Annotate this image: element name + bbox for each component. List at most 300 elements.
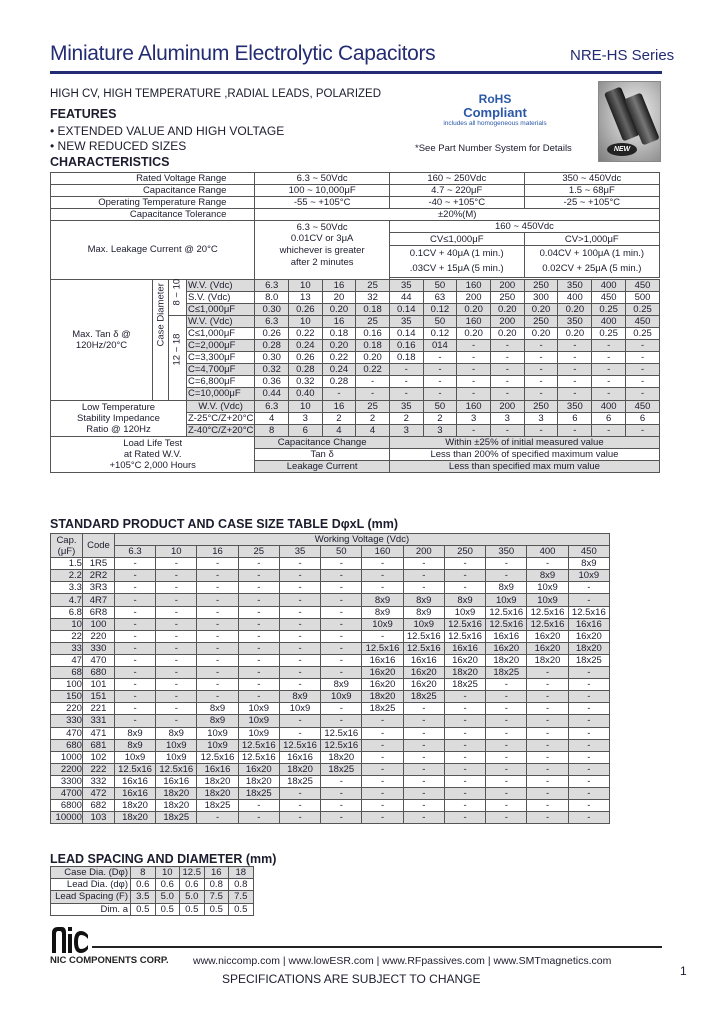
table-cell: 10: [51, 618, 83, 630]
table-cell: 7.5: [229, 891, 254, 903]
table-cell: 4.7: [51, 594, 83, 606]
table-cell: 8x9: [527, 570, 568, 582]
table-row: [51, 679, 610, 691]
table-cell: -: [197, 582, 238, 594]
table-cell: -: [490, 340, 524, 352]
table-cell: -: [592, 364, 626, 376]
table-cell: 0.16: [389, 340, 423, 352]
table-cell: 10x9: [362, 618, 403, 630]
table-cell: -: [568, 703, 609, 715]
table-cell: 0.25: [626, 327, 660, 339]
table-cell: 400: [592, 400, 626, 412]
table-cell: 12.5x16: [486, 606, 527, 618]
table-cell: 10x9: [321, 691, 362, 703]
table-cell: 16: [197, 546, 238, 558]
table-cell: 160: [362, 546, 403, 558]
cap-header-text: Cap.: [56, 534, 77, 546]
table-cell: 16x16: [114, 775, 155, 787]
table-cell: W.V. (Vdc): [186, 400, 254, 412]
table-cell: 0.5: [131, 903, 156, 915]
table-cell: 33: [51, 642, 83, 654]
table-cell: -: [156, 630, 197, 642]
table-cell: 8x9: [114, 727, 155, 739]
table-cell: -: [362, 812, 403, 824]
table-cell: -: [321, 630, 362, 642]
table-cell: -: [626, 340, 660, 352]
table-cell: -: [197, 667, 238, 679]
table-cell: 682: [82, 800, 114, 812]
table-cell: -: [486, 570, 527, 582]
table-cell: -: [444, 763, 485, 775]
table-cell: -: [197, 654, 238, 666]
table-cell: -: [114, 606, 155, 618]
table-cell: 6: [558, 412, 592, 424]
table-cell: -: [279, 654, 320, 666]
table-cell: 350: [558, 315, 592, 327]
table-cell: -: [524, 388, 558, 400]
table-cell: -: [362, 787, 403, 799]
table-cell: -: [524, 352, 558, 364]
page-title: Miniature Aluminum Electrolytic Capacitors: [50, 42, 436, 65]
table-cell: 16x20: [362, 679, 403, 691]
table-cell: 350: [558, 400, 592, 412]
standard-product-table: [50, 533, 610, 824]
table-cell: 8x9: [197, 715, 238, 727]
table-cell: -: [444, 715, 485, 727]
table-row: [51, 667, 610, 679]
table-cell: 12.5x16: [197, 751, 238, 763]
table-cell: Less than specified max mum value: [389, 460, 659, 472]
table-cell: 18x25: [238, 787, 279, 799]
table-cell: -: [197, 691, 238, 703]
table-cell: C≤1,000μF: [186, 327, 254, 339]
table-cell: -: [279, 679, 320, 691]
table-cell: 0.26: [289, 303, 323, 315]
table-cell: -: [486, 703, 527, 715]
table-cell: 18x25: [403, 691, 444, 703]
table-cell: 16x20: [444, 654, 485, 666]
table-row: [51, 618, 610, 630]
table-cell: C=6,800μF: [186, 376, 254, 388]
table-cell: -: [403, 812, 444, 824]
table-cell: -: [592, 376, 626, 388]
table-cell: 35: [389, 400, 423, 412]
cap-header-text: (μF): [57, 545, 76, 557]
table-cell: 16x16: [568, 618, 609, 630]
table-cell: 16x16: [279, 751, 320, 763]
table-cell: 44: [389, 291, 423, 303]
table-cell: 0.20: [457, 303, 491, 315]
table-cell: -: [114, 594, 155, 606]
table-cell: -: [114, 654, 155, 666]
table-cell: -: [356, 388, 390, 400]
table-cell: 0.02CV + 25μA (5 min.): [524, 261, 659, 277]
table-cell: 12.5x16: [403, 630, 444, 642]
table-cell: 12.5: [180, 867, 205, 879]
table-cell: 12.5x16: [568, 606, 609, 618]
table-cell: 68: [51, 667, 83, 679]
table-cell: 8x9: [362, 594, 403, 606]
table-cell: 332: [82, 775, 114, 787]
table-cell: 50: [423, 315, 457, 327]
table-cell: 10x9: [527, 594, 568, 606]
table-cell: 350: [486, 546, 527, 558]
table-cell: -: [527, 679, 568, 691]
table-cell: 12.5x16: [114, 763, 155, 775]
table-cell: -: [524, 424, 558, 436]
table-cell: -: [486, 800, 527, 812]
header-rule: [50, 71, 662, 74]
leakage-text: after 2 minutes: [290, 256, 354, 268]
table-cell: -: [321, 642, 362, 654]
table-cell: -: [568, 582, 609, 594]
table-cell: 18x20: [156, 800, 197, 812]
table-cell: 3: [457, 412, 491, 424]
table-cell: -: [568, 751, 609, 763]
table-cell: -: [362, 630, 403, 642]
table-row: [51, 739, 610, 751]
table-cell: 6R8: [82, 606, 114, 618]
table-cell: -: [486, 715, 527, 727]
table-cell: 18x20: [279, 763, 320, 775]
table-cell: -: [444, 751, 485, 763]
table-row: [51, 800, 610, 812]
table-cell: -: [197, 570, 238, 582]
table-cell: -: [321, 667, 362, 679]
table-cell: -: [279, 570, 320, 582]
table-cell: -: [457, 364, 491, 376]
leakage-label: [51, 221, 255, 279]
table-cell: -: [444, 558, 485, 570]
table-cell: -: [156, 618, 197, 630]
table-cell: 0.1CV + 40μA (1 min.): [389, 245, 524, 261]
table-cell: -: [238, 691, 279, 703]
table-cell: 12.5x16: [238, 739, 279, 751]
table-cell: -: [197, 630, 238, 642]
table-cell: -: [114, 618, 155, 630]
capacitor-photo: [598, 81, 661, 162]
table-cell: -: [238, 582, 279, 594]
table-cell: -: [568, 739, 609, 751]
table-cell: 100: [51, 679, 83, 691]
table-row: [51, 534, 610, 546]
table-cell: Capacitance Tolerance: [51, 209, 255, 221]
table-row: [51, 209, 660, 221]
table-cell: Operating Temperature Range: [51, 197, 255, 209]
table-cell: -: [444, 727, 485, 739]
table-cell: -: [568, 763, 609, 775]
table-cell: 12.5x16: [279, 739, 320, 751]
table-cell: 350 ~ 450Vdc: [524, 173, 659, 185]
subtitle: HIGH CV, HIGH TEMPERATURE ,RADIAL LEADS, POLARIZED: [50, 88, 382, 100]
table-row: [51, 703, 610, 715]
table-cell: -: [279, 642, 320, 654]
table-cell: -: [486, 679, 527, 691]
table-cell: -: [114, 582, 155, 594]
table-cell: -: [238, 800, 279, 812]
lead-spacing-table: [50, 866, 254, 916]
table-cell: 35: [389, 315, 423, 327]
table-cell: -: [238, 667, 279, 679]
table-cell: Rated Voltage Range: [51, 173, 255, 185]
table-cell: -: [279, 715, 320, 727]
table-cell: -: [457, 340, 491, 352]
low-temp-text: Ratio @ 120Hz: [86, 423, 151, 435]
table-cell: CV≤1,000μF: [389, 233, 524, 245]
table-row: [51, 400, 660, 412]
table-cell: 18x25: [362, 703, 403, 715]
characteristics-heading: CHARACTERISTICS: [50, 155, 170, 169]
table-cell: -: [114, 715, 155, 727]
table-cell: 4: [322, 424, 356, 436]
page-number: 1: [680, 964, 687, 978]
table-cell: 16x16: [114, 787, 155, 799]
table-cell: -: [403, 751, 444, 763]
table-cell: 16x20: [238, 763, 279, 775]
table-cell: Capacitance Range: [51, 185, 255, 197]
table-cell: -: [558, 424, 592, 436]
diameter-range-label: 8 ~ 10: [171, 278, 183, 306]
table-cell: -: [626, 364, 660, 376]
table-cell: 18x25: [486, 667, 527, 679]
table-cell: -: [524, 364, 558, 376]
table-cell: 12.5x16: [321, 727, 362, 739]
table-cell: 0.30: [255, 303, 289, 315]
table-cell: 0.25: [592, 327, 626, 339]
table-row: [51, 185, 660, 197]
load-life-text: +105°C 2,000 Hours: [109, 459, 196, 471]
table-cell: 3.3: [51, 582, 83, 594]
table-cell: 3R3: [82, 582, 114, 594]
table-cell: -: [444, 800, 485, 812]
table-cell: 5.0: [155, 891, 180, 903]
footer-rule: [92, 946, 662, 948]
load-life-text: Load Life Test: [123, 437, 183, 449]
table-cell: 16x16: [156, 775, 197, 787]
rohs-line1: RoHS: [478, 92, 512, 106]
table-cell: 6: [289, 424, 323, 436]
table-cell: Case Dia. (Dφ): [51, 867, 131, 879]
table-cell: 18x20: [156, 787, 197, 799]
table-cell: 0.12: [423, 303, 457, 315]
table-cell: 12.5x16: [444, 630, 485, 642]
table-cell: -: [114, 703, 155, 715]
table-cell: 0.6: [131, 879, 156, 891]
table-cell: S.V. (Vdc): [186, 291, 254, 303]
table-cell: 680: [82, 667, 114, 679]
table-cell: -: [444, 787, 485, 799]
table-cell: 102: [82, 751, 114, 763]
table-cell: 18x25: [279, 775, 320, 787]
table-cell: -: [457, 376, 491, 388]
table-cell: 0.6: [155, 879, 180, 891]
table-cell: -: [568, 679, 609, 691]
table-cell: 3: [524, 412, 558, 424]
table-cell: 8x9: [444, 594, 485, 606]
table-cell: 18x25: [568, 654, 609, 666]
table-cell: 50: [321, 546, 362, 558]
table-cell: -: [156, 582, 197, 594]
table-cell: -: [403, 558, 444, 570]
table-cell: -: [238, 812, 279, 824]
load-life-text: at Rated W.V.: [123, 448, 182, 460]
low-temp-text: Stability Impedance: [77, 412, 160, 424]
case-diameter-label: Case Diameter: [155, 283, 167, 347]
table-cell: 100 ~ 10,000μF: [255, 185, 390, 197]
table-cell: -: [403, 775, 444, 787]
leakage-text: whichever is greater: [279, 244, 365, 256]
part-number-note: *See Part Number System for Details: [415, 143, 572, 154]
table-cell: -: [457, 424, 491, 436]
table-cell: W.V. (Vdc): [186, 279, 254, 291]
table-row: [51, 867, 254, 879]
table-cell: 680: [51, 739, 83, 751]
table-cell: 200: [490, 279, 524, 291]
table-cell: 6.3 ~ 50Vdc: [255, 221, 390, 233]
table-cell: 300: [524, 291, 558, 303]
table-cell: -: [389, 388, 423, 400]
table-cell: -: [403, 739, 444, 751]
table-cell: -: [444, 691, 485, 703]
table-cell: 6.3: [114, 546, 155, 558]
table-cell: -: [279, 606, 320, 618]
table-cell: -: [558, 388, 592, 400]
table-cell: -: [423, 388, 457, 400]
table-cell: 18x20: [444, 667, 485, 679]
table-cell: 6.3: [255, 315, 289, 327]
table-cell: 10: [289, 279, 323, 291]
table-cell: 2: [423, 412, 457, 424]
table-cell: 18x20: [197, 787, 238, 799]
table-cell: 16x16: [486, 630, 527, 642]
table-cell: 160 ~ 250Vdc: [389, 173, 524, 185]
table-cell: 160: [457, 279, 491, 291]
table-cell: 16: [322, 400, 356, 412]
table-cell: 450: [626, 315, 660, 327]
table-cell: 0.20: [490, 327, 524, 339]
table-cell: 12.5x16: [321, 739, 362, 751]
table-cell: 400: [558, 291, 592, 303]
table-cell: 16x16: [444, 642, 485, 654]
table-cell: 0.22: [289, 327, 323, 339]
table-cell: 450: [568, 546, 609, 558]
table-cell: -: [156, 570, 197, 582]
table-cell: 16x16: [197, 763, 238, 775]
table-cell: 0.04CV + 100μA (1 min.): [524, 245, 659, 261]
table-cell: 250: [444, 546, 485, 558]
table-cell: 0.28: [289, 364, 323, 376]
table-cell: -: [568, 667, 609, 679]
table-cell: 16: [204, 867, 229, 879]
table-cell: 0.20: [524, 303, 558, 315]
table-cell: -: [238, 558, 279, 570]
table-cell: -: [568, 775, 609, 787]
table-cell: -: [568, 715, 609, 727]
table-cell: -: [362, 558, 403, 570]
table-cell: 160: [457, 400, 491, 412]
table-cell: -: [322, 388, 356, 400]
footer-urls: www.niccomp.com | www.lowESR.com | www.RFpassives.com | www.SMTmagnetics.com: [193, 955, 612, 967]
spec-notice: SPECIFICATIONS ARE SUBJECT TO CHANGE: [222, 972, 481, 986]
table-cell: 0.8: [204, 879, 229, 891]
table-cell: 0.20: [356, 352, 390, 364]
table-cell: 10x9: [238, 703, 279, 715]
table-cell: 0.32: [255, 364, 289, 376]
table-cell: .03CV + 15μA (5 min.): [389, 261, 524, 277]
table-cell: -: [444, 812, 485, 824]
table-cell: 0.24: [289, 340, 323, 352]
table-cell: 18x20: [197, 775, 238, 787]
table-cell: -: [321, 582, 362, 594]
table-cell: 8x9: [403, 606, 444, 618]
table-cell: 220: [82, 630, 114, 642]
table-cell: 20: [322, 291, 356, 303]
table-cell: -: [197, 594, 238, 606]
table-row: [51, 812, 610, 824]
table-cell: -: [321, 715, 362, 727]
table-cell: 16x16: [362, 654, 403, 666]
table-cell: C=4,700μF: [186, 364, 254, 376]
table-cell: 0.36: [255, 376, 289, 388]
table-cell: 16x20: [527, 630, 568, 642]
table-cell: C≤1,000μF: [186, 303, 254, 315]
table-cell: -: [156, 642, 197, 654]
table-cell: 35: [389, 279, 423, 291]
table-cell: 0.14: [389, 327, 423, 339]
table-row: [51, 654, 610, 666]
table-cell: 103: [82, 812, 114, 824]
table-cell: Within ±25% of initial measured value: [389, 436, 659, 448]
table-cell: 18x25: [321, 763, 362, 775]
table-cell: 0.5: [155, 903, 180, 915]
table-cell: -: [490, 352, 524, 364]
table-cell: -: [558, 376, 592, 388]
table-cell: 10x9: [156, 739, 197, 751]
table-row: [51, 891, 254, 903]
table-cell: -: [486, 812, 527, 824]
table-cell: -: [592, 424, 626, 436]
table-cell: -: [444, 703, 485, 715]
table-cell: -: [626, 388, 660, 400]
table-cell: -: [527, 739, 568, 751]
table-cell: 1000: [51, 751, 83, 763]
table-cell: 12.5x16: [527, 618, 568, 630]
table-cell: 12.5x16: [362, 642, 403, 654]
table-cell: C=3,300μF: [186, 352, 254, 364]
table-cell: 10x9: [279, 703, 320, 715]
table-row: [51, 279, 660, 291]
table-cell: -: [527, 667, 568, 679]
table-cell: 12.5x16: [486, 618, 527, 630]
table-cell: -: [568, 787, 609, 799]
table-cell: 10: [289, 315, 323, 327]
table-cell: 18: [229, 867, 254, 879]
table-cell: 2: [389, 412, 423, 424]
table-row: [51, 763, 610, 775]
table-cell: 8.0: [255, 291, 289, 303]
table-cell: -: [403, 800, 444, 812]
table-cell: Dim. a: [51, 903, 131, 915]
table-cell: -: [156, 594, 197, 606]
table-cell: 13: [289, 291, 323, 303]
table-cell: 16x20: [568, 630, 609, 642]
table-cell: -: [527, 763, 568, 775]
table-cell: 12.5x16: [444, 618, 485, 630]
table-cell: 100: [82, 618, 114, 630]
leakage-text: 0.01CV or 3μA: [290, 232, 354, 244]
table-cell: -: [527, 812, 568, 824]
table-cell: 10: [156, 546, 197, 558]
